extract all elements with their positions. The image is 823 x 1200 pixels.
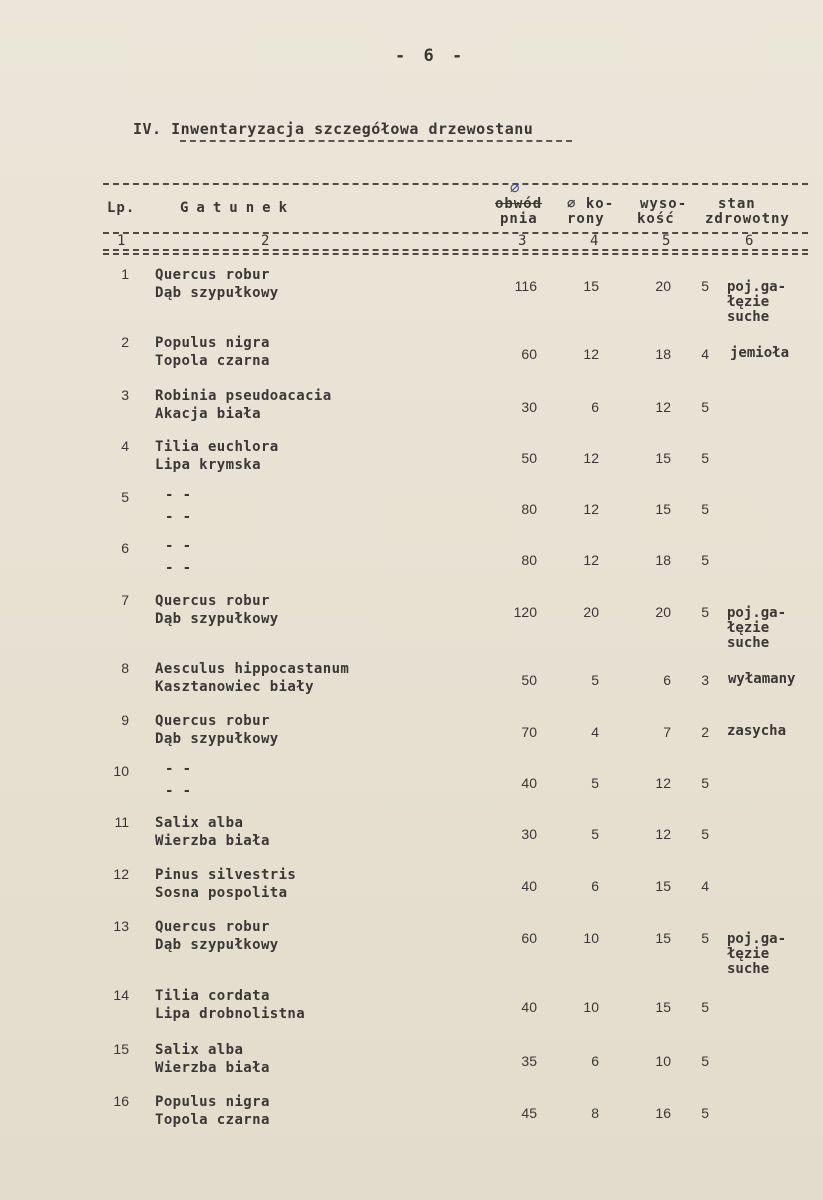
section-title: IV. Inwentaryzacja szczegółowa drzewostanu [133,120,534,138]
species-latin-name: Pinus silvestris [155,867,297,883]
species-latin-name: Quercus robur [155,713,270,729]
row-health-score: 5 [701,930,709,946]
species-polish-name: Lipa drobnolistna [155,1006,306,1022]
row-species [155,489,192,526]
header-rule [103,232,808,234]
row-height: 15 [655,450,671,466]
row-health-score: 5 [701,999,709,1015]
species-polish-name: - - [165,509,192,525]
column-number-5: 5 [662,233,671,249]
row-health-note: poj.ga- łęzie suche [727,279,787,325]
row-crown-diameter: 20 [583,604,599,620]
header-diameter-handwritten-mark: ⌀ [510,177,521,196]
table-row [0,918,823,977]
species-polish-name: Lipa krymska [155,457,261,473]
species-polish-name: - - [165,560,192,576]
row-trunk-circumference: 60 [521,930,537,946]
row-crown-diameter: 6 [591,1053,599,1069]
row-health-score: 5 [701,278,709,294]
row-health-score: 3 [701,672,709,688]
table-top-rule [103,183,808,185]
row-trunk-circumference: 35 [521,1053,537,1069]
table-row [0,592,823,651]
row-species [155,387,332,423]
table-row [0,763,823,813]
row-species [155,540,192,577]
row-crown-diameter: 5 [591,775,599,791]
row-crown-diameter: 10 [583,999,599,1015]
header-col6-line2: zdrowotny [705,211,790,227]
row-health-score: 5 [701,604,709,620]
row-species [155,918,279,954]
header-col3-line2: pnia [500,211,538,227]
row-health-score: 2 [701,724,709,740]
row-height: 18 [655,346,671,362]
row-height: 15 [655,999,671,1015]
row-health-score: 5 [701,450,709,466]
column-number-1: 1 [117,233,126,249]
row-crown-diameter: 12 [583,552,599,568]
column-number-rule-lower [103,253,808,255]
row-lp: 3 [121,387,129,403]
species-latin-name: Salix alba [155,815,244,831]
row-species [155,987,305,1023]
species-latin-name: - - [165,761,192,777]
row-health-score: 5 [701,775,709,791]
page-number: - 6 - [395,46,467,66]
row-health-note: poj.ga- łęzie suche [727,605,787,651]
row-trunk-circumference: 40 [521,999,537,1015]
row-trunk-circumference: 50 [521,450,537,466]
row-lp: 1 [121,266,129,282]
row-crown-diameter: 6 [591,878,599,894]
table-row [0,334,823,384]
species-latin-name: Tilia euchlora [155,439,279,455]
row-trunk-circumference: 80 [521,552,537,568]
section-title-underline [180,140,572,142]
row-lp: 10 [113,763,129,779]
row-species [155,866,296,902]
row-crown-diameter: 5 [591,826,599,842]
header-col6-line1: stan [718,196,756,212]
table-row [0,438,823,488]
column-number-2: 2 [261,233,270,249]
species-polish-name: Dąb szypułkowy [155,285,279,301]
row-health-score: 4 [701,346,709,362]
species-polish-name: Sosna pospolita [155,885,288,901]
table-row [0,712,823,762]
table-row [0,1041,823,1091]
row-lp: 15 [113,1041,129,1057]
row-height: 20 [655,604,671,620]
row-trunk-circumference: 50 [521,672,537,688]
row-height: 16 [655,1105,671,1121]
row-health-note: zasycha [727,723,787,739]
header-col3-line1: obwód [495,196,543,212]
row-height: 12 [655,826,671,842]
species-latin-name: - - [165,487,192,503]
species-polish-name: Wierzba biała [155,833,270,849]
species-polish-name: - - [165,783,192,799]
row-crown-diameter: 12 [583,501,599,517]
table-row [0,866,823,916]
row-lp: 5 [121,489,129,505]
row-lp: 12 [113,866,129,882]
row-species [155,660,349,696]
row-lp: 8 [121,660,129,676]
species-polish-name: Akacja biała [155,406,261,422]
column-number-3: 3 [518,233,527,249]
row-height: 18 [655,552,671,568]
row-lp: 9 [121,712,129,728]
row-trunk-circumference: 40 [521,775,537,791]
row-height: 7 [663,724,671,740]
species-latin-name: Populus nigra [155,335,270,351]
row-species [155,712,279,748]
header-col5-line2: kość [637,211,675,227]
row-crown-diameter: 8 [591,1105,599,1121]
row-lp: 16 [113,1093,129,1109]
species-polish-name: Dąb szypułkowy [155,611,279,627]
table-row [0,814,823,864]
row-health-score: 5 [701,1105,709,1121]
table-row [0,1093,823,1143]
row-height: 12 [655,775,671,791]
row-height: 15 [655,930,671,946]
row-height: 6 [663,672,671,688]
species-polish-name: Topola czarna [155,1112,270,1128]
row-lp: 7 [121,592,129,608]
header-lp: Lp. [107,200,136,216]
row-health-score: 5 [701,1053,709,1069]
species-polish-name: Topola czarna [155,353,270,369]
row-crown-diameter: 4 [591,724,599,740]
column-number-6: 6 [745,233,754,249]
row-health-note: poj.ga- łęzie suche [727,931,787,977]
row-height: 15 [655,878,671,894]
species-latin-name: Robinia pseudoacacia [155,388,332,404]
row-species [155,266,279,302]
species-latin-name: Populus nigra [155,1094,270,1110]
species-latin-name: Salix alba [155,1042,244,1058]
row-species [155,592,279,628]
table-row [0,540,823,590]
row-health-score: 5 [701,399,709,415]
table-row [0,266,823,325]
row-lp: 14 [113,987,129,1003]
species-latin-name: - - [165,538,192,554]
row-crown-diameter: 12 [583,346,599,362]
row-lp: 13 [113,918,129,934]
species-latin-name: Tilia cordata [155,988,270,1004]
row-crown-diameter: 15 [583,278,599,294]
species-latin-name: Quercus robur [155,919,270,935]
row-trunk-circumference: 80 [521,501,537,517]
row-crown-diameter: 6 [591,399,599,415]
row-trunk-circumference: 30 [521,826,537,842]
row-health-score: 4 [701,878,709,894]
species-latin-name: Quercus robur [155,267,270,283]
species-polish-name: Dąb szypułkowy [155,731,279,747]
table-row [0,987,823,1037]
row-species [155,763,192,800]
table-row [0,660,823,710]
table-row [0,489,823,539]
header-col4-line2: rony [567,211,605,227]
row-health-score: 5 [701,552,709,568]
row-health-score: 5 [701,826,709,842]
row-crown-diameter: 12 [583,450,599,466]
row-lp: 4 [121,438,129,454]
header-col4-line1: ⌀ ko- [567,196,615,212]
table-row [0,387,823,437]
row-health-note: wyłamany [728,671,796,687]
row-trunk-circumference: 45 [521,1105,537,1121]
row-trunk-circumference: 70 [521,724,537,740]
column-number-rule-upper [103,249,808,251]
species-polish-name: Kasztanowiec biały [155,679,314,695]
species-polish-name: Dąb szypułkowy [155,937,279,953]
row-trunk-circumference: 30 [521,399,537,415]
row-health-score: 5 [701,501,709,517]
row-health-note: jemioła [730,345,790,361]
header-col5-line1: wyso- [640,196,688,212]
row-trunk-circumference: 116 [514,278,537,294]
row-crown-diameter: 10 [583,930,599,946]
row-trunk-circumference: 120 [513,604,537,620]
species-latin-name: Quercus robur [155,593,270,609]
column-number-4: 4 [590,233,599,249]
row-height: 10 [655,1053,671,1069]
row-trunk-circumference: 40 [521,878,537,894]
row-trunk-circumference: 60 [521,346,537,362]
species-polish-name: Wierzba biała [155,1060,270,1076]
row-species [155,1093,270,1129]
row-lp: 2 [121,334,129,350]
row-species [155,814,270,850]
row-crown-diameter: 5 [591,672,599,688]
header-gatunek: Gatunek [180,200,296,216]
row-species [155,438,279,474]
row-species [155,1041,270,1077]
row-lp: 6 [121,540,129,556]
row-height: 20 [655,278,671,294]
row-species [155,334,270,370]
row-lp: 11 [114,814,129,830]
row-height: 12 [655,399,671,415]
row-height: 15 [655,501,671,517]
species-latin-name: Aesculus hippocastanum [155,661,350,677]
